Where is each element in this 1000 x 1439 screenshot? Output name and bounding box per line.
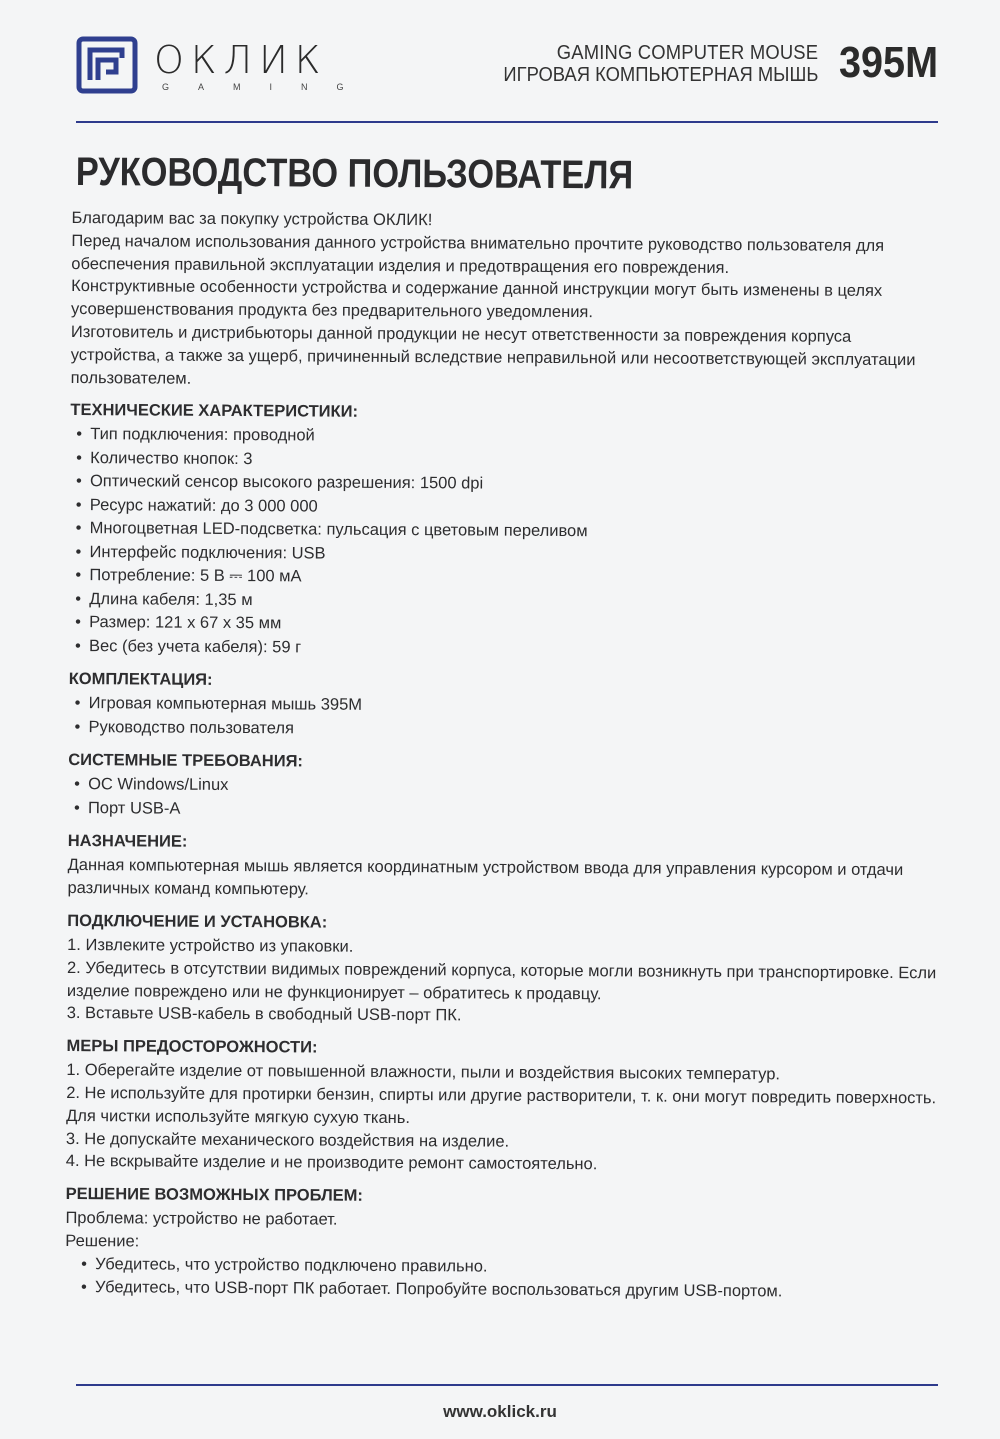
list-item: • Убедитесь, что устройство подключено правильно. [81,1254,488,1276]
list-item: • Потребление: 5 В ⎓ 100 мА [75,566,302,586]
list-item: • Тип подключения: проводной [76,425,315,445]
precaution-item: 1. Оберегайте изделие от повышенной влажности, пыли и воздействия высоких температур. [66,1061,781,1084]
install-heading: ПОДКЛЮЧЕНИЕ И УСТАНОВКА: [67,911,328,932]
solution-label: Решение: [65,1231,140,1251]
intro-paragraph: Изготовитель и дистрибьюторы данной продукции не несут ответственности за повреждения корпуса устройства, а также за ущерб, причиненный вследствие неправильной или несоответствующей эксплуатации пользователем. [70,322,916,388]
install-step: 1. Извлеките устройство из упаковки. [67,935,354,956]
list-item: • Интерфейс подключения: USB [75,542,326,563]
intro-section [71,207,942,395]
requirements-heading: СИСТЕМНЫЕ ТРЕБОВАНИЯ: [68,751,304,771]
list-item: • Размер: 121 х 67 х 35 мм [75,613,282,633]
requirements-list [68,773,938,825]
manual-content [65,150,942,1305]
purpose-heading: НАЗНАЧЕНИЕ: [67,832,188,852]
specs-list [69,423,940,663]
precaution-item: 3. Не допускайте механического воздействия на изделие. [65,1129,510,1151]
install-step: 2. Убедитесь в отсутствии видимых повреждений корпуса, которые могли возникнуть при транспортировке. Если изделие повреждено или не функционирует – обратитесь к продавцу. [66,958,937,1003]
list-item: • Руководство пользователя [74,717,295,738]
list-item: • Ресурс нажатий: до 3 000 000 [75,495,318,516]
problem-text: Проблема: устройство не работает. [65,1209,338,1229]
list-item: • Игровая компьютерная мышь 395М [74,694,363,715]
list-item: • ОС Windows/Linux [74,775,229,795]
list-item: • Убедитесь, что USB-порт ПК работает. Попробуйте воспользоваться другим USB-портом. [80,1278,783,1301]
list-item: • Многоцветная LED-подсветка: пульсация с цветовым переливом [75,519,588,541]
package-list [68,692,938,744]
specs-heading: ТЕХНИЧЕСКИЕ ХАРАКТЕРИСТИКИ: [70,401,359,422]
page-title: РУКОВОДСТВО ПОЛЬЗОВАТЕЛЯ [75,150,634,198]
header-divider [76,121,938,123]
logo-wordmark: ОКЛИК [154,38,328,82]
troubleshooting-heading: РЕШЕНИЕ ВОЗМОЖНЫХ ПРОБЛЕМ: [65,1185,363,1205]
list-item: • Оптический сенсор высокого разрешения: 1500 dpi [75,472,484,493]
logo-subtitle: GAMING [162,82,373,92]
precaution-item: 2. Не используйте для протирки бензин, спирты или другие растворители, т. к. они могут повредить поверхность. Для чистки используйте мягкую сухую ткань. [66,1083,937,1127]
brand-logo [76,36,373,98]
list-item: • Порт USB-A [73,798,181,818]
intro-paragraph: Конструктивные особенности устройства и содержание данной инструкции могут быть изменены в целях усовершенствования продукта без предварительного уведомления. [70,277,883,322]
footer-divider [76,1384,938,1386]
list-item: • Длина кабеля: 1,35 м [75,589,253,609]
list-item: • Количество кнопок: 3 [76,448,253,468]
website-link[interactable]: www.oklick.ru [443,1402,557,1421]
purpose-text: Данная компьютерная мышь является координатным устройством ввода для управления курсором и отдачи различных команд компьютеру. [67,856,904,899]
precautions-heading: МЕРЫ ПРЕДОСТОРОЖНОСТИ: [66,1037,318,1057]
product-name-en: GAMING COMPUTER MOUSE [556,42,818,64]
intro-paragraph: Благодарим вас за покупку устройства ОКЛИК! [71,208,433,230]
solution-list [65,1253,935,1305]
intro-paragraph: Перед началом использования данного устройства внимательно прочтите руководство пользователя для обеспечения правильной эксплуатации изделия и предотвращения его повреждения. [71,231,885,277]
package-heading: КОМПЛЕКТАЦИЯ: [68,670,213,690]
logo-mark-icon [76,36,138,94]
list-item: • Вес (без учета кабеля): 59 г [74,636,302,657]
precaution-item: 4. Не вскрывайте изделие и не производите ремонт самостоятельно. [65,1152,598,1174]
model-number: 395M [838,38,938,87]
install-step: 3. Вставьте USB-кабель в свободный USB-порт ПК. [66,1004,462,1025]
product-name-ru: ИГРОВАЯ КОМПЬЮТЕРНАЯ МЫШЬ [502,64,818,86]
